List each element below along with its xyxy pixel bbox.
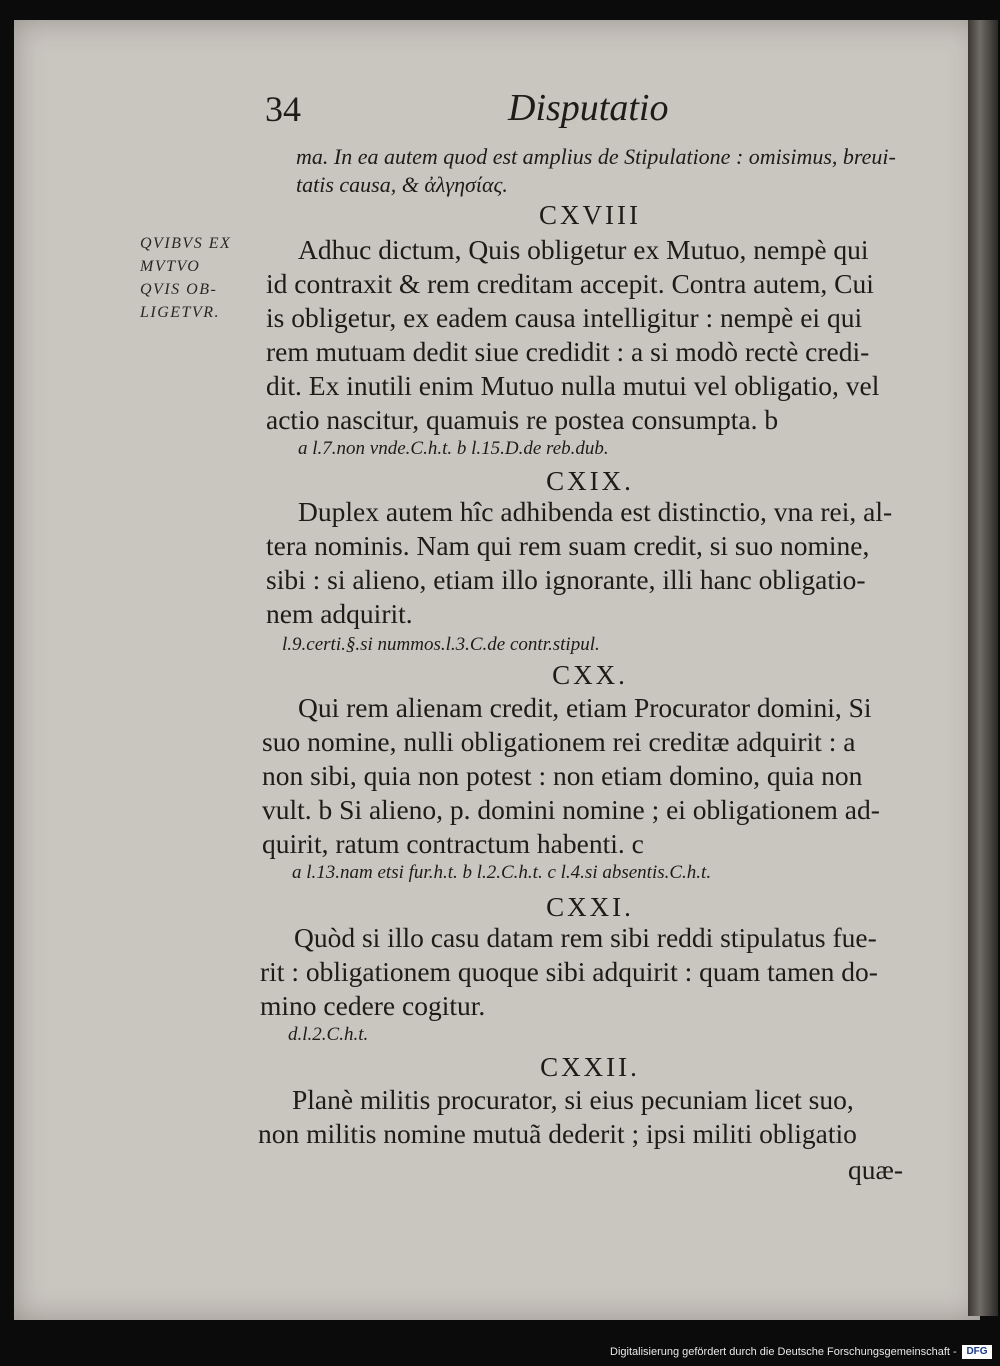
text-line: Adhuc dictum, Quis obligetur ex Mutuo, nempè qui	[298, 234, 869, 265]
catchword: quæ-	[848, 1154, 903, 1185]
margin-note-line: QVIBVS EX	[140, 235, 232, 252]
text-line: non sibi, quia non potest : non etiam domino, quia non	[262, 760, 863, 791]
margin-note-line: MVTVO	[140, 258, 201, 275]
section-numeral: CXIX.	[546, 466, 634, 496]
text-line: quirit, ratum contractum habenti. c	[262, 828, 644, 859]
page-edge	[968, 20, 998, 1316]
section-numeral: CXVIII	[539, 200, 641, 230]
margin-note-line: LIGETVR.	[140, 304, 220, 321]
intro-line: tatis causa, & ἀλγησίας.	[296, 172, 508, 197]
intro-line: ma. In ea autem quod est amplius de Stipulatione : omisimus, breui-	[296, 144, 896, 169]
text-line: actio nascitur, quamuis re postea consumpta. b	[266, 404, 779, 435]
text-line: mino cedere cogitur.	[260, 990, 486, 1021]
footnote: l.9.certi.§.si nummos.l.3.C.de contr.stipul.	[282, 634, 600, 655]
text-line: nem adquirit.	[266, 598, 413, 629]
text-line: non militis nomine mutuã dederit ; ipsi militi obligatio	[258, 1118, 857, 1149]
footnote: a l.7.non vnde.C.h.t. b l.15.D.de reb.dub.	[298, 438, 609, 459]
text-line: Quòd si illo casu datam rem sibi reddi stipulatus fue-	[294, 922, 877, 953]
text-line: rem mutuam dedit siue credidit : a si modò rectè credi-	[266, 336, 870, 367]
section-numeral: CXXI.	[546, 892, 634, 922]
text-line: vult. b Si alieno, p. domini nomine ; ei obligationem ad-	[262, 794, 880, 825]
margin-note-line: QVIS OB-	[140, 281, 218, 298]
margin-note	[140, 232, 231, 324]
footnote: a l.13.nam etsi fur.h.t. b l.2.C.h.t. c l.4.si absentis.C.h.t.	[292, 862, 712, 883]
digitization-credit: Digitalisierung gefördert durch die Deutsche Forschungsgemeinschaft -	[610, 1346, 957, 1358]
text-line: tera nominis. Nam qui rem suam credit, si suo nomine,	[266, 530, 870, 561]
text-line: Duplex autem hîc adhibenda est distinctio, vna rei, al-	[298, 496, 893, 527]
text-line: dit. Ex inutili enim Mutuo nulla mutui vel obligatio, vel	[266, 370, 880, 401]
page-number: 34	[265, 89, 301, 129]
text-line: Qui rem alienam credit, etiam Procurator domini, Si	[298, 692, 872, 723]
text-line: id contraxit & rem creditam accepit. Contra autem, Cui	[266, 268, 874, 299]
text-line: sibi : si alieno, etiam illo ignorante, illi hanc obligatio-	[266, 564, 866, 595]
dfg-logo: DFG	[962, 1345, 992, 1359]
text-line: rit : obligationem quoque sibi adquirit : quam tamen do-	[260, 956, 878, 987]
section-numeral: CXXII.	[540, 1052, 640, 1082]
section-numeral: CXX.	[552, 660, 628, 690]
text-line: is obligetur, ex eadem causa intelligitur : nempè ei qui	[266, 302, 863, 333]
text-line: suo nomine, nulli obligationem rei creditæ adquirit : a	[262, 726, 856, 757]
running-title: Disputatio	[508, 87, 669, 129]
footnote: d.l.2.C.h.t.	[288, 1024, 369, 1045]
text-line: Planè militis procurator, si eius pecuniam licet suo,	[292, 1084, 854, 1115]
